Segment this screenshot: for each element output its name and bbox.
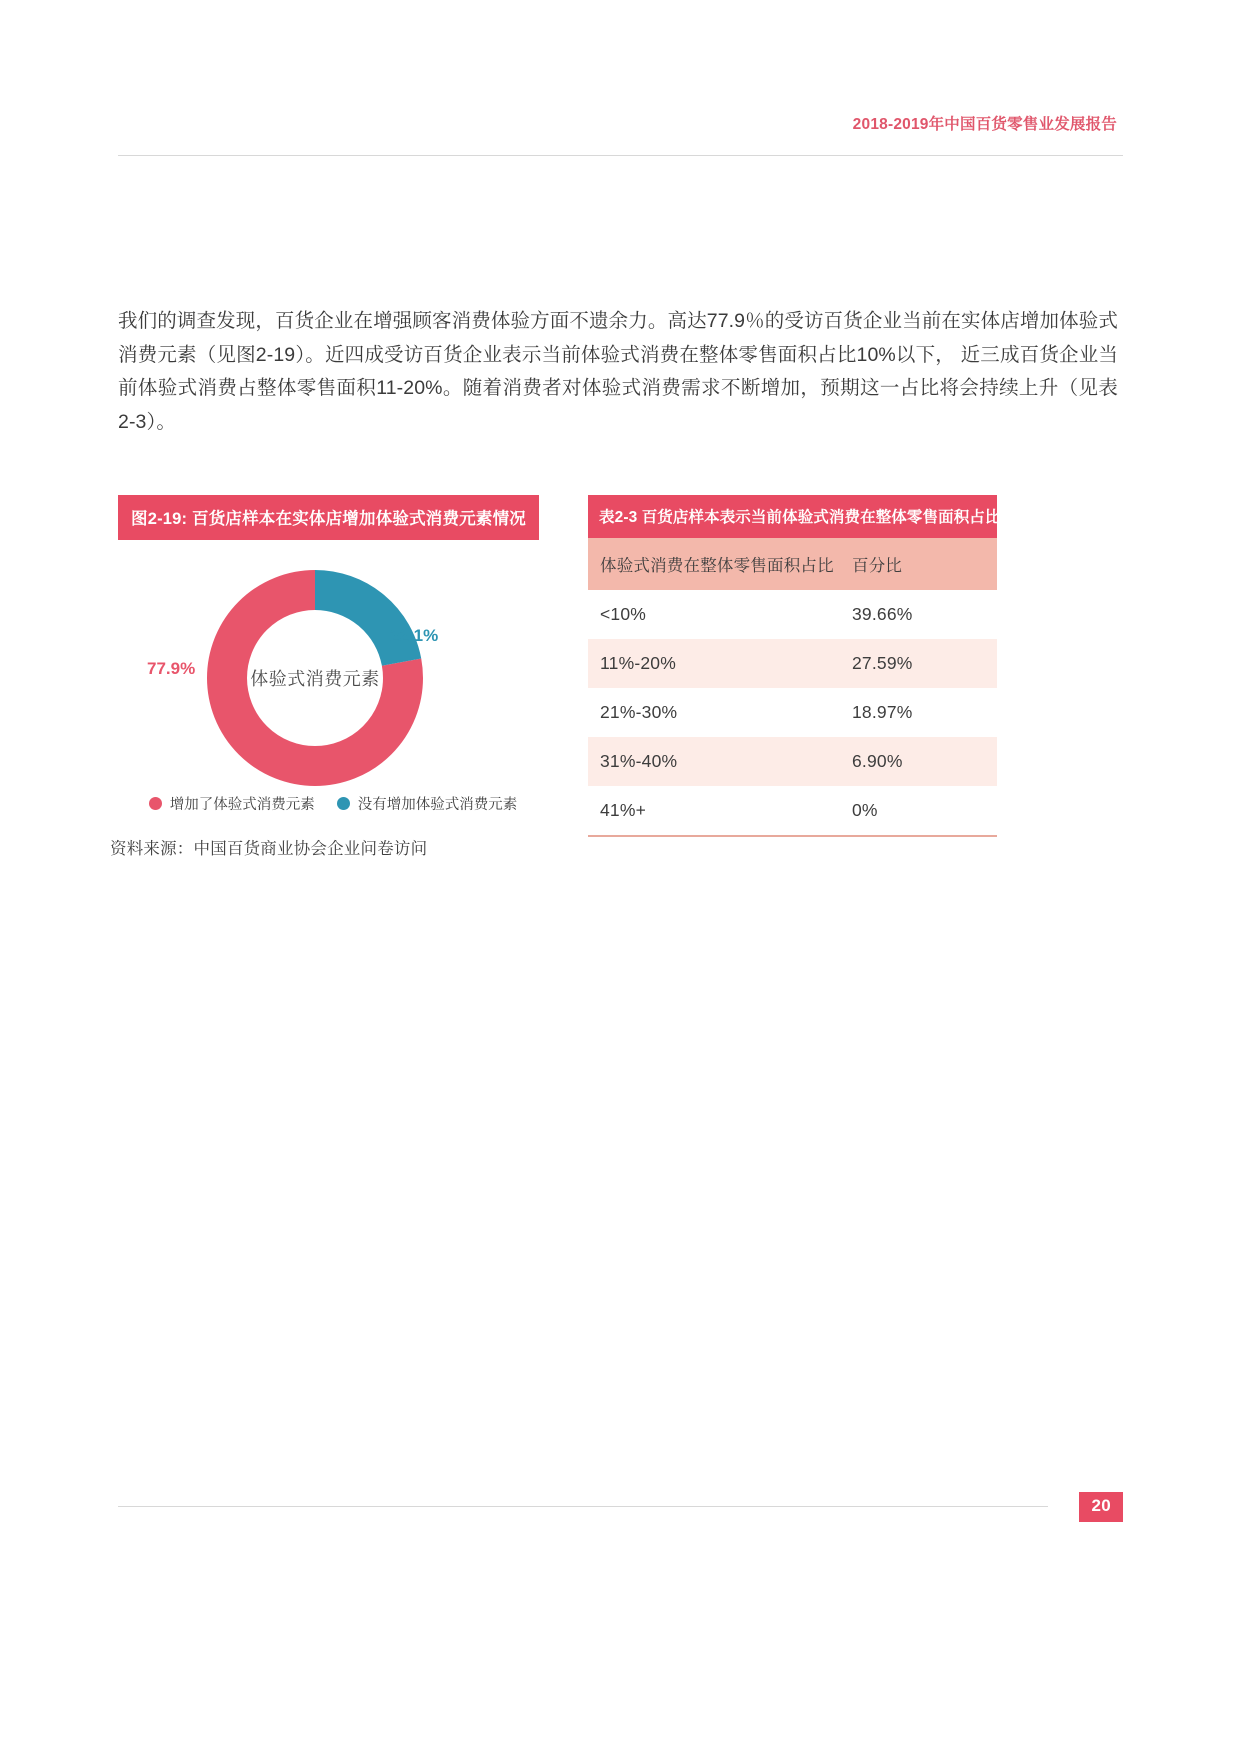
table-row — [588, 688, 997, 737]
figure-title: 图2-19: 百货店样本在实体店增加体验式消费元素情况 — [118, 495, 539, 540]
donut-value-minor: 22.1% — [390, 626, 439, 645]
table-cell-range: <10% — [600, 604, 647, 624]
page-header-title: 2018-2019年中国百货零售业发展报告 — [852, 116, 1117, 133]
table-header-range: 体验式消费在整体零售面积占比 — [588, 538, 840, 590]
chart-legend — [118, 793, 548, 814]
figure-block — [118, 495, 548, 829]
body-paragraph: 我们的调查发现，百货企业在增强顾客消费体验方面不遗余力。高达77.9％的受访百货企业当前在实体店增加体验式消费元素（见图2-19）。近四成受访百货企业表示当前体验式消费在整体零售面积占比10%以下， 近三成百货企业当前体验式消费占整体零售面积11-20%。随着消费者对体验式消费需求不断增加，预期这一占比将会持续上升（见表2-3）。 — [118, 310, 1118, 433]
legend-label-increased: 增加了体验式消费元素 — [169, 797, 315, 813]
footer-divider — [118, 1506, 1048, 1507]
donut-chart-svg — [201, 564, 429, 792]
legend-item-not-increased — [337, 793, 518, 814]
table-header-percent: 百分比 — [840, 538, 997, 590]
table-row — [588, 639, 997, 688]
header-divider — [118, 155, 1123, 156]
table-cell-range: 31%-40% — [588, 737, 840, 786]
legend-item-increased — [149, 793, 315, 814]
donut-value-major: 77.9% — [147, 659, 196, 678]
table-header-row — [588, 538, 997, 590]
table-cell-range: 41%+ — [588, 786, 840, 836]
donut-center-label: 体验式消费元素 — [250, 669, 380, 689]
page-number: 20 — [1079, 1492, 1123, 1522]
table-cell-range: 21%-30% — [600, 702, 678, 722]
table-block — [588, 495, 1001, 837]
legend-swatch-icon — [149, 797, 162, 810]
table-cell-percent: 18.97% — [852, 702, 913, 722]
table-cell-percent: 39.66% — [852, 604, 913, 624]
table-cell-percent: 0% — [840, 786, 997, 836]
table-row — [588, 737, 997, 786]
data-table — [588, 538, 997, 837]
table-cell-range: 11%-20% — [588, 639, 840, 688]
table-row — [588, 786, 997, 836]
source-note: 资料来源：中国百货商业协会企业问卷访问 — [110, 840, 428, 858]
table-row — [588, 590, 997, 639]
legend-swatch-icon — [337, 797, 350, 810]
table-cell-percent: 27.59% — [840, 639, 997, 688]
donut-chart — [118, 564, 548, 829]
table-cell-percent: 6.90% — [840, 737, 997, 786]
table-title: 表2-3 百货店样本表示当前体验式消费在整体零售面积占比 — [588, 495, 997, 538]
legend-label-not-increased: 没有增加体验式消费元素 — [357, 797, 518, 813]
